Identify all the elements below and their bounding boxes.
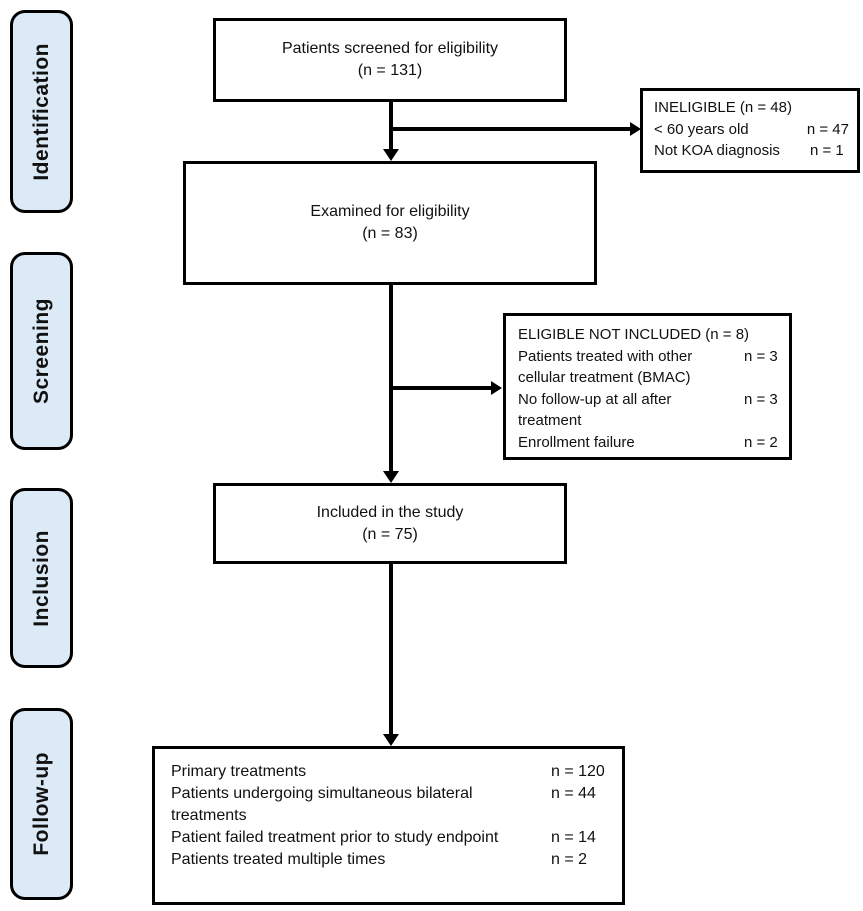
list-item: [518, 346, 781, 389]
followup-item-label: Patients treated multiple times: [171, 851, 386, 868]
box-screened-for-eligibility: [213, 18, 567, 102]
excluded-item-value: n = 3: [744, 347, 778, 365]
arrowhead-down-icon: [383, 471, 399, 483]
arrowhead-right-icon: [491, 381, 502, 395]
ineligible-item-label: < 60 years old: [654, 120, 749, 138]
excluded-item-label: No follow-up at all after treatment: [518, 390, 672, 429]
stage-screening-label: Screening: [29, 297, 53, 405]
list-item: [654, 140, 849, 162]
followup-item-value: n = 120: [551, 763, 605, 780]
branch-to-ineligible: [391, 127, 632, 131]
ineligible-item-label: Not KOA diagnosis: [654, 142, 780, 159]
box-included-in-study: [213, 483, 567, 564]
ineligible-item-value: n = 1: [810, 142, 844, 159]
followup-item-label: Primary treatments: [171, 763, 307, 780]
screened-text: Patients screened for eligibility: [281, 40, 499, 57]
followup-item-value: n = 2: [551, 851, 588, 868]
list-item: [171, 849, 612, 871]
arrow-examined-to-included: [389, 285, 393, 473]
arrowhead-down-icon: [383, 149, 399, 161]
included-text: Included in the study: [316, 503, 464, 521]
arrow-screened-to-examined: [389, 102, 393, 150]
list-item: [518, 389, 781, 432]
stage-screening: [10, 252, 73, 450]
box-followup-summary: [152, 746, 625, 905]
excluded-item-value: n = 3: [744, 390, 778, 408]
followup-item-value: n = 44: [551, 785, 596, 802]
ineligible-title: INELIGIBLE (n = 48): [654, 99, 792, 116]
box-eligible-not-included: [503, 313, 792, 460]
examined-count: (n = 83): [362, 225, 418, 242]
stage-identification-label: Identification: [29, 42, 53, 181]
excluded-item-label: Patients treated with other cellular treatment (BMAC): [518, 347, 693, 386]
screened-count: (n = 131): [357, 62, 423, 79]
included-count: (n = 75): [362, 525, 418, 543]
arrow-included-to-followup: [389, 564, 393, 736]
eligible-not-included-title: ELIGIBLE NOT INCLUDED (n = 8): [518, 326, 750, 343]
stage-inclusion: [10, 488, 73, 668]
excluded-item-label: Enrollment failure: [518, 433, 635, 451]
list-item: [171, 827, 612, 849]
list-item: [171, 761, 612, 783]
list-item: [171, 783, 612, 827]
followup-item-label: Patients undergoing simultaneous bilateral treatments: [171, 785, 473, 824]
stage-followup: [10, 708, 73, 900]
ineligible-item-value: n = 47: [806, 120, 849, 138]
examined-text: Examined for eligibility: [310, 203, 470, 220]
box-examined-for-eligibility: [183, 161, 597, 285]
list-item: [654, 119, 849, 141]
followup-item-value: n = 14: [551, 829, 596, 846]
excluded-item-value: n = 2: [744, 433, 778, 451]
list-item: [518, 432, 781, 454]
branch-to-eligible-not-included: [391, 386, 493, 390]
stage-followup-label: Follow-up: [29, 752, 53, 856]
stage-inclusion-label: Inclusion: [29, 529, 53, 627]
box-ineligible: [640, 88, 860, 173]
arrowhead-down-icon: [383, 734, 399, 746]
stage-identification: [10, 10, 73, 213]
followup-item-label: Patient failed treatment prior to study endpoint: [171, 829, 499, 846]
